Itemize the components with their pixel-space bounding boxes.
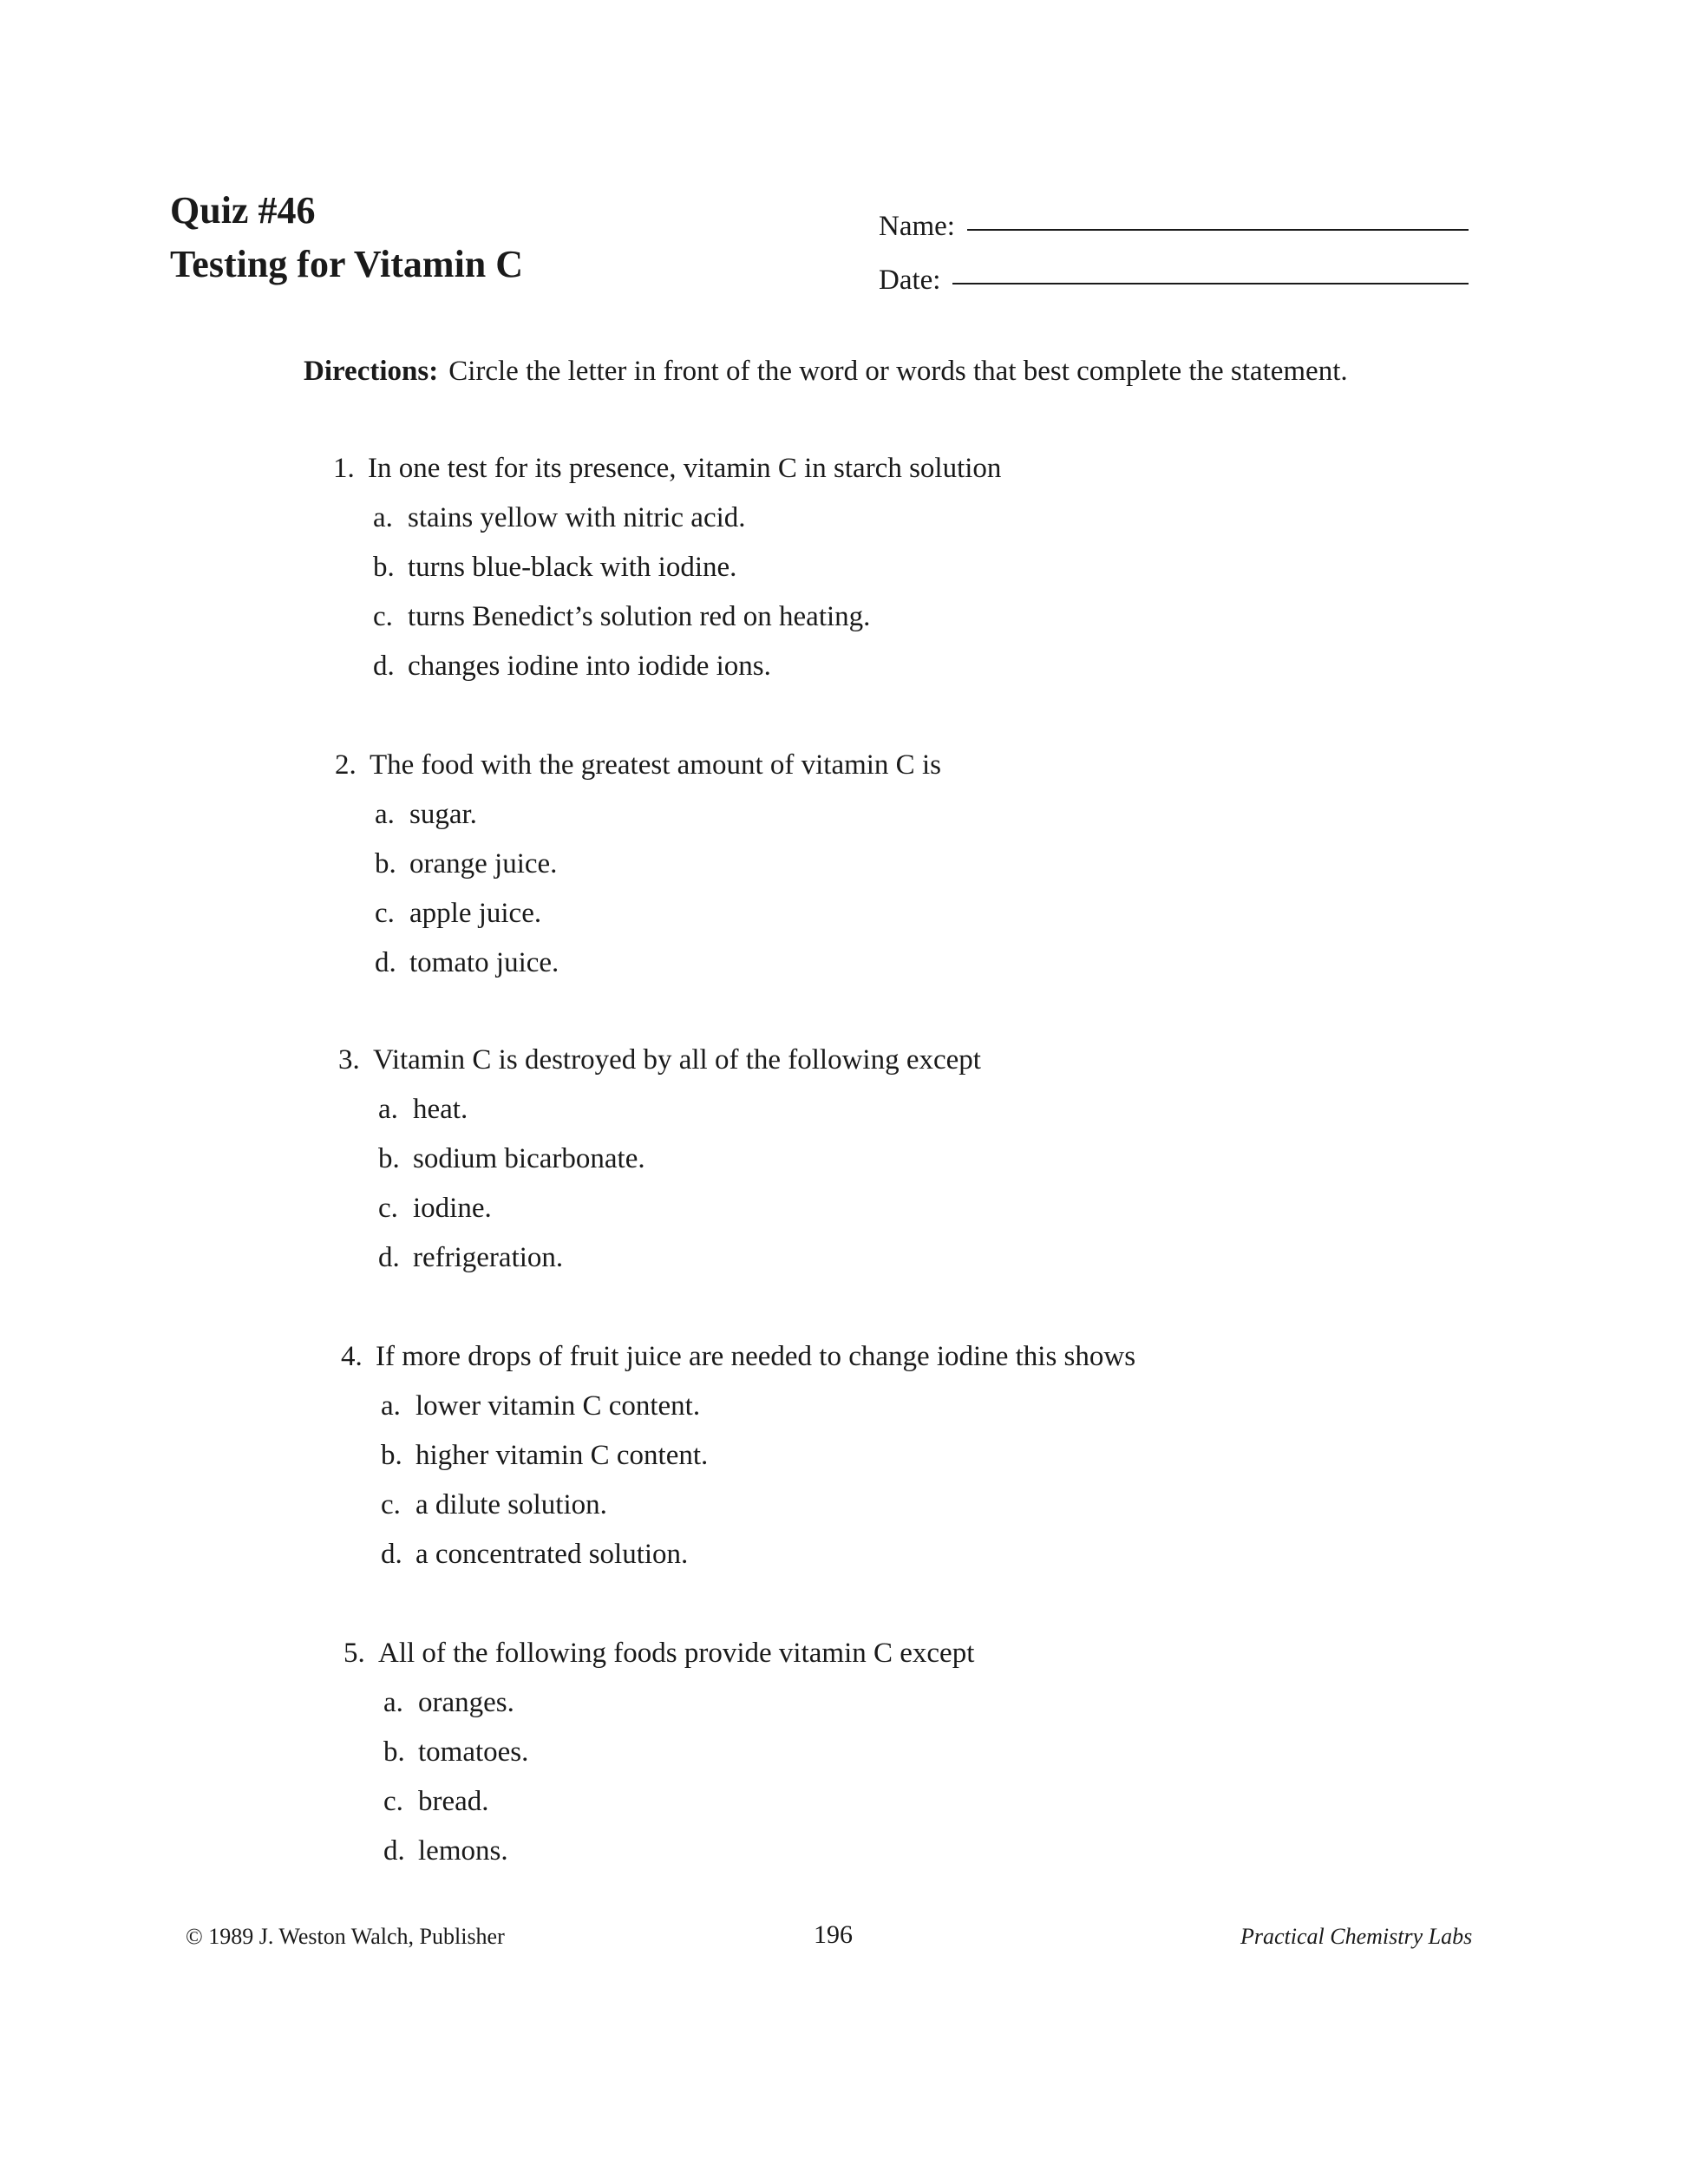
question-text: All of the following foods provide vitamin C except — [378, 1638, 975, 1669]
question-number: 1. — [333, 453, 355, 484]
question-stem — [335, 741, 941, 790]
footer-book-title: Practical Chemistry Labs — [1240, 1924, 1473, 1949]
question-2 — [335, 741, 941, 988]
choice-c[interactable] — [333, 592, 1001, 642]
quiz-number: Quiz #46 — [170, 189, 316, 232]
choice-d[interactable] — [333, 642, 1001, 691]
student-fields — [879, 189, 1469, 297]
choice-d[interactable] — [341, 1530, 1135, 1579]
choice-text: apple juice. — [409, 898, 542, 929]
choice-letter[interactable]: a. — [381, 1390, 401, 1422]
question-number: 4. — [341, 1341, 363, 1372]
choice-text: refrigeration. — [413, 1242, 564, 1273]
quiz-title: Testing for Vitamin C — [170, 243, 524, 285]
choice-text: tomato juice. — [409, 947, 559, 978]
choice-text: orange juice. — [409, 848, 558, 879]
choice-a[interactable] — [335, 790, 941, 840]
choice-letter[interactable]: a. — [373, 502, 393, 533]
choice-b[interactable] — [333, 543, 1001, 592]
choice-c[interactable] — [338, 1184, 981, 1233]
choice-d[interactable] — [338, 1233, 981, 1283]
choice-letter[interactable]: d. — [378, 1242, 400, 1273]
question-text: The food with the greatest amount of vitamin C is — [370, 749, 941, 781]
choice-b[interactable] — [341, 1431, 1135, 1481]
choice-letter[interactable]: d. — [375, 947, 396, 978]
choice-letter[interactable]: c. — [381, 1489, 401, 1520]
choice-c[interactable] — [341, 1481, 1135, 1530]
choice-letter[interactable]: b. — [373, 552, 395, 583]
choice-a[interactable] — [333, 494, 1001, 543]
choice-a[interactable] — [341, 1382, 1135, 1431]
choice-text: turns blue-black with iodine. — [408, 552, 737, 583]
name-field[interactable] — [879, 189, 1469, 243]
choice-text: heat. — [413, 1094, 468, 1125]
question-5 — [343, 1629, 974, 1876]
question-number: 3. — [338, 1044, 360, 1076]
question-stem — [333, 444, 1001, 494]
question-stem — [338, 1036, 981, 1085]
choice-letter[interactable]: c. — [375, 898, 395, 929]
choice-a[interactable] — [343, 1678, 974, 1728]
choice-text: stains yellow with nitric acid. — [408, 502, 746, 533]
directions-text: Circle the letter in front of the word or words that best complete the statement. — [448, 356, 1348, 387]
question-number: 2. — [335, 749, 357, 781]
date-label: Date: — [879, 265, 941, 296]
name-label: Name: — [879, 211, 955, 242]
question-4 — [341, 1332, 1135, 1579]
question-stem — [343, 1629, 974, 1678]
choice-text: sodium bicarbonate. — [413, 1143, 645, 1174]
date-field[interactable] — [879, 243, 1469, 297]
choice-letter[interactable]: a. — [378, 1094, 398, 1125]
choice-letter[interactable]: d. — [381, 1539, 402, 1570]
question-3 — [338, 1036, 981, 1283]
choice-a[interactable] — [338, 1085, 981, 1135]
choice-b[interactable] — [335, 840, 941, 889]
choice-text: oranges. — [418, 1687, 514, 1718]
footer-copyright: © 1989 J. Weston Walch, Publisher — [186, 1924, 505, 1949]
choice-letter[interactable]: d. — [383, 1835, 405, 1867]
choice-letter[interactable]: b. — [375, 848, 396, 879]
choice-letter[interactable]: a. — [375, 799, 395, 830]
choice-letter[interactable]: a. — [383, 1687, 403, 1718]
name-blank-line[interactable] — [967, 229, 1469, 231]
choice-c[interactable] — [343, 1777, 974, 1827]
directions-label: Directions: — [304, 356, 439, 387]
question-1 — [333, 444, 1001, 691]
choice-b[interactable] — [343, 1728, 974, 1777]
choice-text: turns Benedict’s solution red on heating. — [408, 601, 871, 632]
question-text: In one test for its presence, vitamin C in starch solution — [368, 453, 1002, 484]
choice-d[interactable] — [343, 1827, 974, 1876]
choice-letter[interactable]: b. — [381, 1440, 402, 1471]
choice-text: lower vitamin C content. — [415, 1390, 701, 1422]
choice-c[interactable] — [335, 889, 941, 938]
choice-b[interactable] — [338, 1135, 981, 1184]
choice-text: lemons. — [418, 1835, 508, 1867]
choice-text: a dilute solution. — [415, 1489, 607, 1520]
choice-text: a concentrated solution. — [415, 1539, 689, 1570]
choice-letter[interactable]: b. — [383, 1736, 405, 1768]
choice-text: bread. — [418, 1786, 489, 1817]
choice-letter[interactable]: d. — [373, 651, 395, 682]
choice-letter[interactable]: c. — [383, 1786, 403, 1817]
title-block — [170, 184, 523, 291]
date-blank-line[interactable] — [952, 283, 1469, 284]
choice-d[interactable] — [335, 938, 941, 988]
question-text: If more drops of fruit juice are needed to change iodine this shows — [376, 1341, 1136, 1372]
directions — [304, 356, 1348, 388]
choice-text: tomatoes. — [418, 1736, 529, 1768]
footer-page-number: 196 — [814, 1920, 853, 1949]
choice-letter[interactable]: c. — [373, 601, 393, 632]
choice-text: higher vitamin C content. — [415, 1440, 709, 1471]
choice-text: changes iodine into iodide ions. — [408, 651, 771, 682]
choice-letter[interactable]: b. — [378, 1143, 400, 1174]
question-stem — [341, 1332, 1135, 1382]
choice-text: iodine. — [413, 1193, 492, 1224]
question-text: Vitamin C is destroyed by all of the following except — [373, 1044, 981, 1076]
choice-letter[interactable]: c. — [378, 1193, 398, 1224]
choice-text: sugar. — [409, 799, 477, 830]
question-number: 5. — [343, 1638, 365, 1669]
